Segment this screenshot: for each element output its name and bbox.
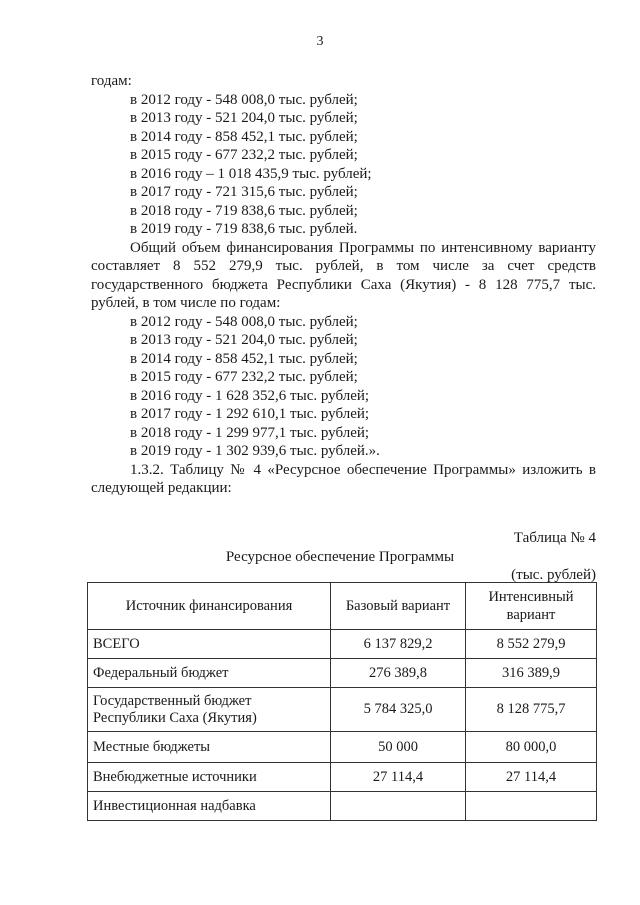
year-line: в 2013 году - 521 204,0 тыс. рублей; xyxy=(130,110,358,126)
intensive-paragraph: Общий объем финансирования Программы по интенсивному варианту составляет 8 552 279,9 тыс. рублей, в том числе за счет средств государственного бюджета Республики Саха (Якутия) - 8 128 775,7 тыс. рублей, в том числе по годам: xyxy=(91,239,596,311)
header-intensive: Интенсивный вариант xyxy=(466,583,597,630)
year-line: в 2012 году - 548 008,0 тыс. рублей; xyxy=(130,313,358,330)
table-row xyxy=(88,792,597,821)
financing-by-years-base xyxy=(91,72,596,498)
row-source: Внебюджетные источники xyxy=(88,763,331,792)
header-source: Источник финансирования xyxy=(88,583,331,630)
year-line: в 2013 году - 521 204,0 тыс. рублей; xyxy=(130,332,358,348)
year-line: в 2014 году - 858 452,1 тыс. рублей; xyxy=(130,350,358,367)
row-intensive: 316 389,9 xyxy=(466,659,597,688)
row-base: 276 389,8 xyxy=(331,659,466,688)
row-base: 5 784 325,0 xyxy=(331,688,466,732)
year-line: в 2017 году - 1 292 610,1 тыс. рублей; xyxy=(130,406,370,422)
row-source: Федеральный бюджет xyxy=(88,659,331,688)
table-header-row xyxy=(88,583,597,630)
table-units: (тыс. рублей) xyxy=(511,567,596,583)
row-source: Местные бюджеты xyxy=(88,732,331,763)
row-source: ВСЕГО xyxy=(88,630,331,659)
lead-text: годам: xyxy=(91,73,132,89)
table-row xyxy=(88,630,597,659)
row-base: 50 000 xyxy=(331,732,466,763)
row-base: 27 114,4 xyxy=(331,763,466,792)
table-row xyxy=(88,688,597,732)
year-line: в 2019 году - 719 838,6 тыс. рублей. xyxy=(130,221,358,237)
year-line: в 2015 году - 677 232,2 тыс. рублей; xyxy=(130,369,358,385)
year-line: в 2019 году - 1 302 939,6 тыс. рублей.». xyxy=(130,443,380,459)
table-row xyxy=(88,659,597,688)
row-intensive: 8 128 775,7 xyxy=(466,688,597,732)
year-line: в 2016 году - 1 628 352,6 тыс. рублей; xyxy=(130,387,370,404)
row-source: Инвестиционная надбавка xyxy=(88,792,331,821)
table-row xyxy=(88,763,597,792)
header-base: Базовый вариант xyxy=(331,583,466,630)
row-intensive: 27 114,4 xyxy=(466,763,597,792)
year-line: в 2018 году - 1 299 977,1 тыс. рублей; xyxy=(130,424,370,441)
row-intensive xyxy=(466,792,597,821)
table-title: Ресурсное обеспечение Программы xyxy=(225,549,455,565)
table-label: Таблица № 4 xyxy=(513,530,596,546)
year-line: в 2017 году - 721 315,6 тыс. рублей; xyxy=(130,184,358,200)
row-intensive: 80 000,0 xyxy=(466,732,597,763)
year-line: в 2014 году - 858 452,1 тыс. рублей; xyxy=(130,128,358,145)
year-line: в 2016 году – 1 018 435,9 тыс. рублей; xyxy=(130,165,372,182)
row-base xyxy=(331,792,466,821)
page-number: 3 xyxy=(316,34,324,49)
year-line: в 2015 году - 677 232,2 тыс. рублей; xyxy=(130,147,358,163)
row-source: Государственный бюджет Республики Саха (Якутия) xyxy=(88,688,331,732)
year-line: в 2012 году - 548 008,0 тыс. рублей; xyxy=(130,91,358,108)
row-intensive: 8 552 279,9 xyxy=(466,630,597,659)
table-row xyxy=(88,732,597,763)
year-line: в 2018 году - 719 838,6 тыс. рублей; xyxy=(130,202,358,219)
row-base: 6 137 829,2 xyxy=(331,630,466,659)
instruction-paragraph: 1.3.2. Таблицу № 4 «Ресурсное обеспечение Программы» изложить в следующей редакции: xyxy=(91,461,596,496)
resource-table xyxy=(87,582,597,821)
